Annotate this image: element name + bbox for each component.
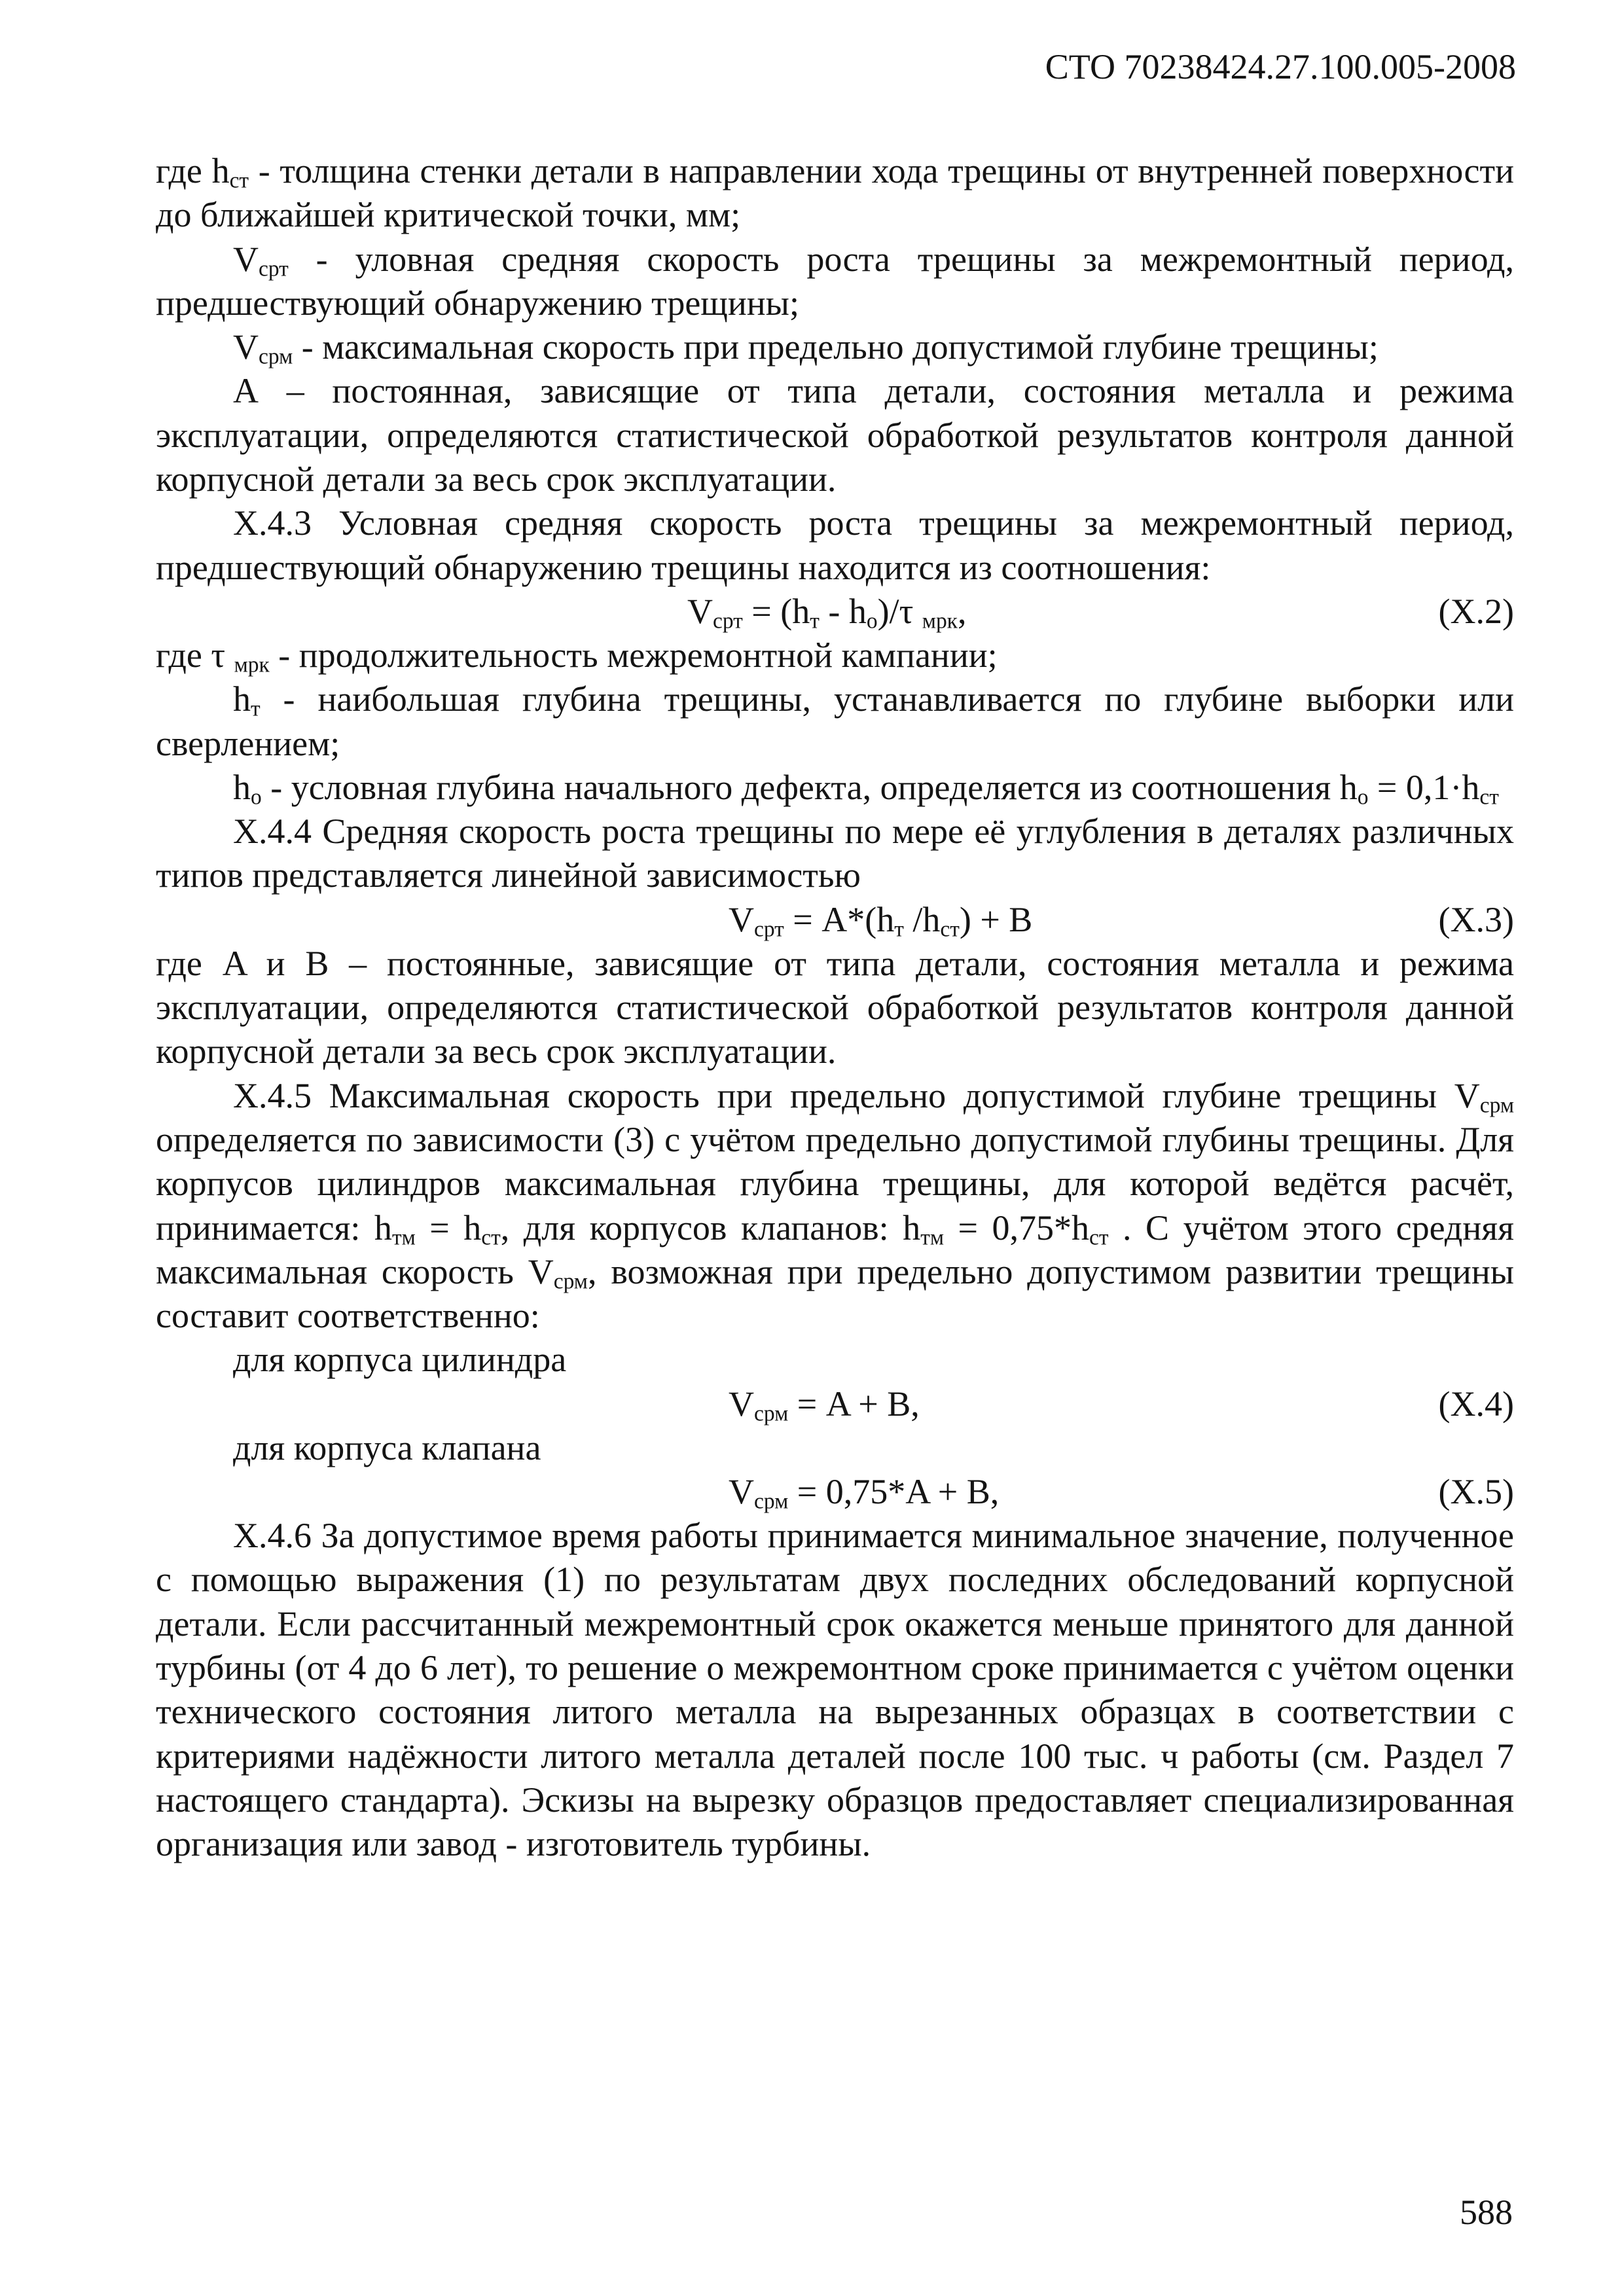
text-fragment: - максимальная скорость при предельно допустимой глубине трещины; [293, 327, 1379, 367]
text-fragment: где [156, 151, 212, 190]
symbol-v: V [729, 1472, 754, 1512]
subscript: т [894, 917, 904, 942]
section-x-4-5 [156, 1074, 1514, 1338]
symbol-v: V [729, 1384, 754, 1424]
text-fragment: - условная глубина начального дефекта, определяется из соотношения [261, 767, 1331, 807]
subscript: ст [229, 168, 249, 193]
definition-a-b-constants: где A и B – постоянные, зависящие от типа детали, состояния металла и режима эксплуатации, определяются статистической обработкой результатов контроля данной корпусной детали за весь срок эксплуатации. [156, 943, 1514, 1071]
subscript: срм [1479, 1093, 1514, 1117]
subscript: ст [1479, 785, 1499, 810]
subscript: срм [259, 344, 293, 369]
symbol-v: V [1454, 1075, 1480, 1115]
subscript: срм [553, 1269, 588, 1294]
text-fragment: - уловная средняя скорость роста трещины за межремонтный период, предшествующий обнаружению трещины; [156, 239, 1514, 323]
definition-h-o [156, 766, 1514, 810]
text-fragment: , для корпусов клапанов: h [500, 1208, 921, 1247]
text-fragment: - толщина стенки детали в направлении хода трещины от внутренней поверхности до ближайшей критической точки, мм; [156, 151, 1514, 235]
subscript: мрк [922, 609, 958, 634]
text-fragment: где [156, 635, 211, 675]
document-code-header: СТО 70238424.27.100.005-2008 [1045, 47, 1516, 86]
text-fragment: )/τ [877, 591, 922, 631]
symbol-tau: τ [211, 635, 226, 675]
text-fragment: = (h [742, 591, 810, 631]
text-fragment: ) + B [959, 899, 1033, 939]
text-fragment: = 0,75*h [944, 1208, 1090, 1247]
text-fragment: = h [415, 1208, 482, 1247]
subscript: о [251, 785, 262, 810]
formula-number: (Х.5) [1438, 1472, 1514, 1512]
text-fragment: = A + B, [788, 1384, 920, 1424]
symbol-v: V [233, 327, 259, 367]
definition-v-srm [156, 325, 1514, 369]
page-number: 588 [1460, 2193, 1513, 2232]
subscript: ст [481, 1225, 501, 1249]
text-fragment: Х.4.5 Максимальная скорость при предельно допустимой глубине трещины [233, 1075, 1454, 1115]
formula-expression [687, 590, 966, 634]
symbol-h: h [1339, 767, 1358, 807]
document-body [156, 149, 1514, 1866]
formula-number: (Х.4) [1438, 1384, 1514, 1424]
symbol-h: h [233, 679, 251, 719]
formula-x-3 [156, 898, 1514, 942]
text-fragment: = 0,1·h [1368, 767, 1480, 807]
formula-expression [729, 1470, 999, 1514]
symbol-h: h [233, 767, 251, 807]
symbol-v: V [687, 591, 713, 631]
subscript: ст [1089, 1225, 1109, 1249]
text-fragment: , возможная при предельно допустимом развитии трещины составит соответственно: [156, 1251, 1515, 1336]
subscript: т [810, 609, 820, 634]
case-valve-label: для корпуса клапана [233, 1427, 541, 1467]
definition-h-st [156, 149, 1514, 238]
subscript: срм [754, 1489, 789, 1514]
formula-number: (Х.3) [1438, 899, 1514, 939]
formula-x-5 [156, 1470, 1514, 1514]
text-fragment: . С учётом этого средняя максимальная скорость V [156, 1208, 1514, 1291]
subscript: срт [259, 256, 289, 281]
subscript: срт [754, 917, 784, 942]
symbol-v: V [729, 899, 754, 939]
definition-tau-mrk [156, 634, 1514, 677]
text-fragment: /h [903, 899, 941, 939]
formula-expression [729, 1382, 920, 1426]
text-fragment [225, 636, 234, 675]
section-x-4-3: Х.4.3 Условная средняя скорость роста трещины за межремонтный период, предшествующий обнаружению трещины находится из соотношения: [156, 503, 1514, 587]
text-fragment: - h [819, 591, 867, 631]
text-fragment: определяется по зависимости (3) с учётом предельно допустимой глубины трещины. Для корпусов цилиндров максимальная глубина трещины, для которой ведётся расчёт, принимается: h [156, 1119, 1514, 1247]
section-x-4-6: Х.4.6 За допустимое время работы принимается минимальное значение, полученное с помощью выражения (1) по результатам двух последних обследований корпусной детали. Если рассчитанный межремонтный срок окажется меньше принятого для данной турбины (от 4 до 6 лет), то решение о межремонтном сроке принимается с учётом оценки технического состояния литого металла на вырезанных образцах в соответствии с критериями надёжности литого металла деталей после 100 тыс. ч работы (см. Раздел 7 настоящего стандарта). Эскизы на вырезку образцов предоставляет специализированная организация или завод - изготовитель турбины. [156, 1516, 1514, 1864]
case-cylinder-label: для корпуса цилиндра [233, 1340, 567, 1380]
subscript: т [251, 696, 261, 721]
subscript: ст [940, 917, 960, 942]
text-fragment: - продолжительность межремонтной кампании; [269, 635, 998, 675]
subscript: тм [920, 1225, 944, 1249]
subscript: срм [754, 1401, 789, 1426]
symbol-h: h [211, 151, 230, 190]
definition-h-t [156, 677, 1514, 766]
text-fragment: = A*(h [784, 899, 895, 939]
text-fragment: = 0,75*A + B, [788, 1472, 1000, 1512]
definition-a-constant: А – постоянная, зависящие от типа детали, состояния металла и режима эксплуатации, определяются статистической обработкой результатов контроля данной корпусной детали за весь срок эксплуатации. [156, 371, 1514, 499]
subscript: мрк [234, 653, 270, 677]
subscript: о [1357, 785, 1369, 810]
subscript: срт [713, 609, 743, 634]
text-fragment: - наибольшая глубина трещины, устанавливается по глубине выборки или сверлением; [156, 679, 1514, 763]
subscript: тм [391, 1225, 416, 1249]
subscript: о [866, 609, 878, 634]
formula-x-2 [156, 590, 1514, 634]
text-fragment: , [957, 591, 967, 631]
formula-expression [729, 898, 1032, 942]
definition-v-srt [156, 238, 1514, 326]
formula-number: (Х.2) [1438, 591, 1514, 631]
formula-x-4 [156, 1382, 1514, 1426]
symbol-v: V [233, 239, 259, 279]
section-x-4-4: Х.4.4 Средняя скорость роста трещины по мере её углубления в деталях различных типов представляется линейной зависимостью [156, 812, 1514, 895]
